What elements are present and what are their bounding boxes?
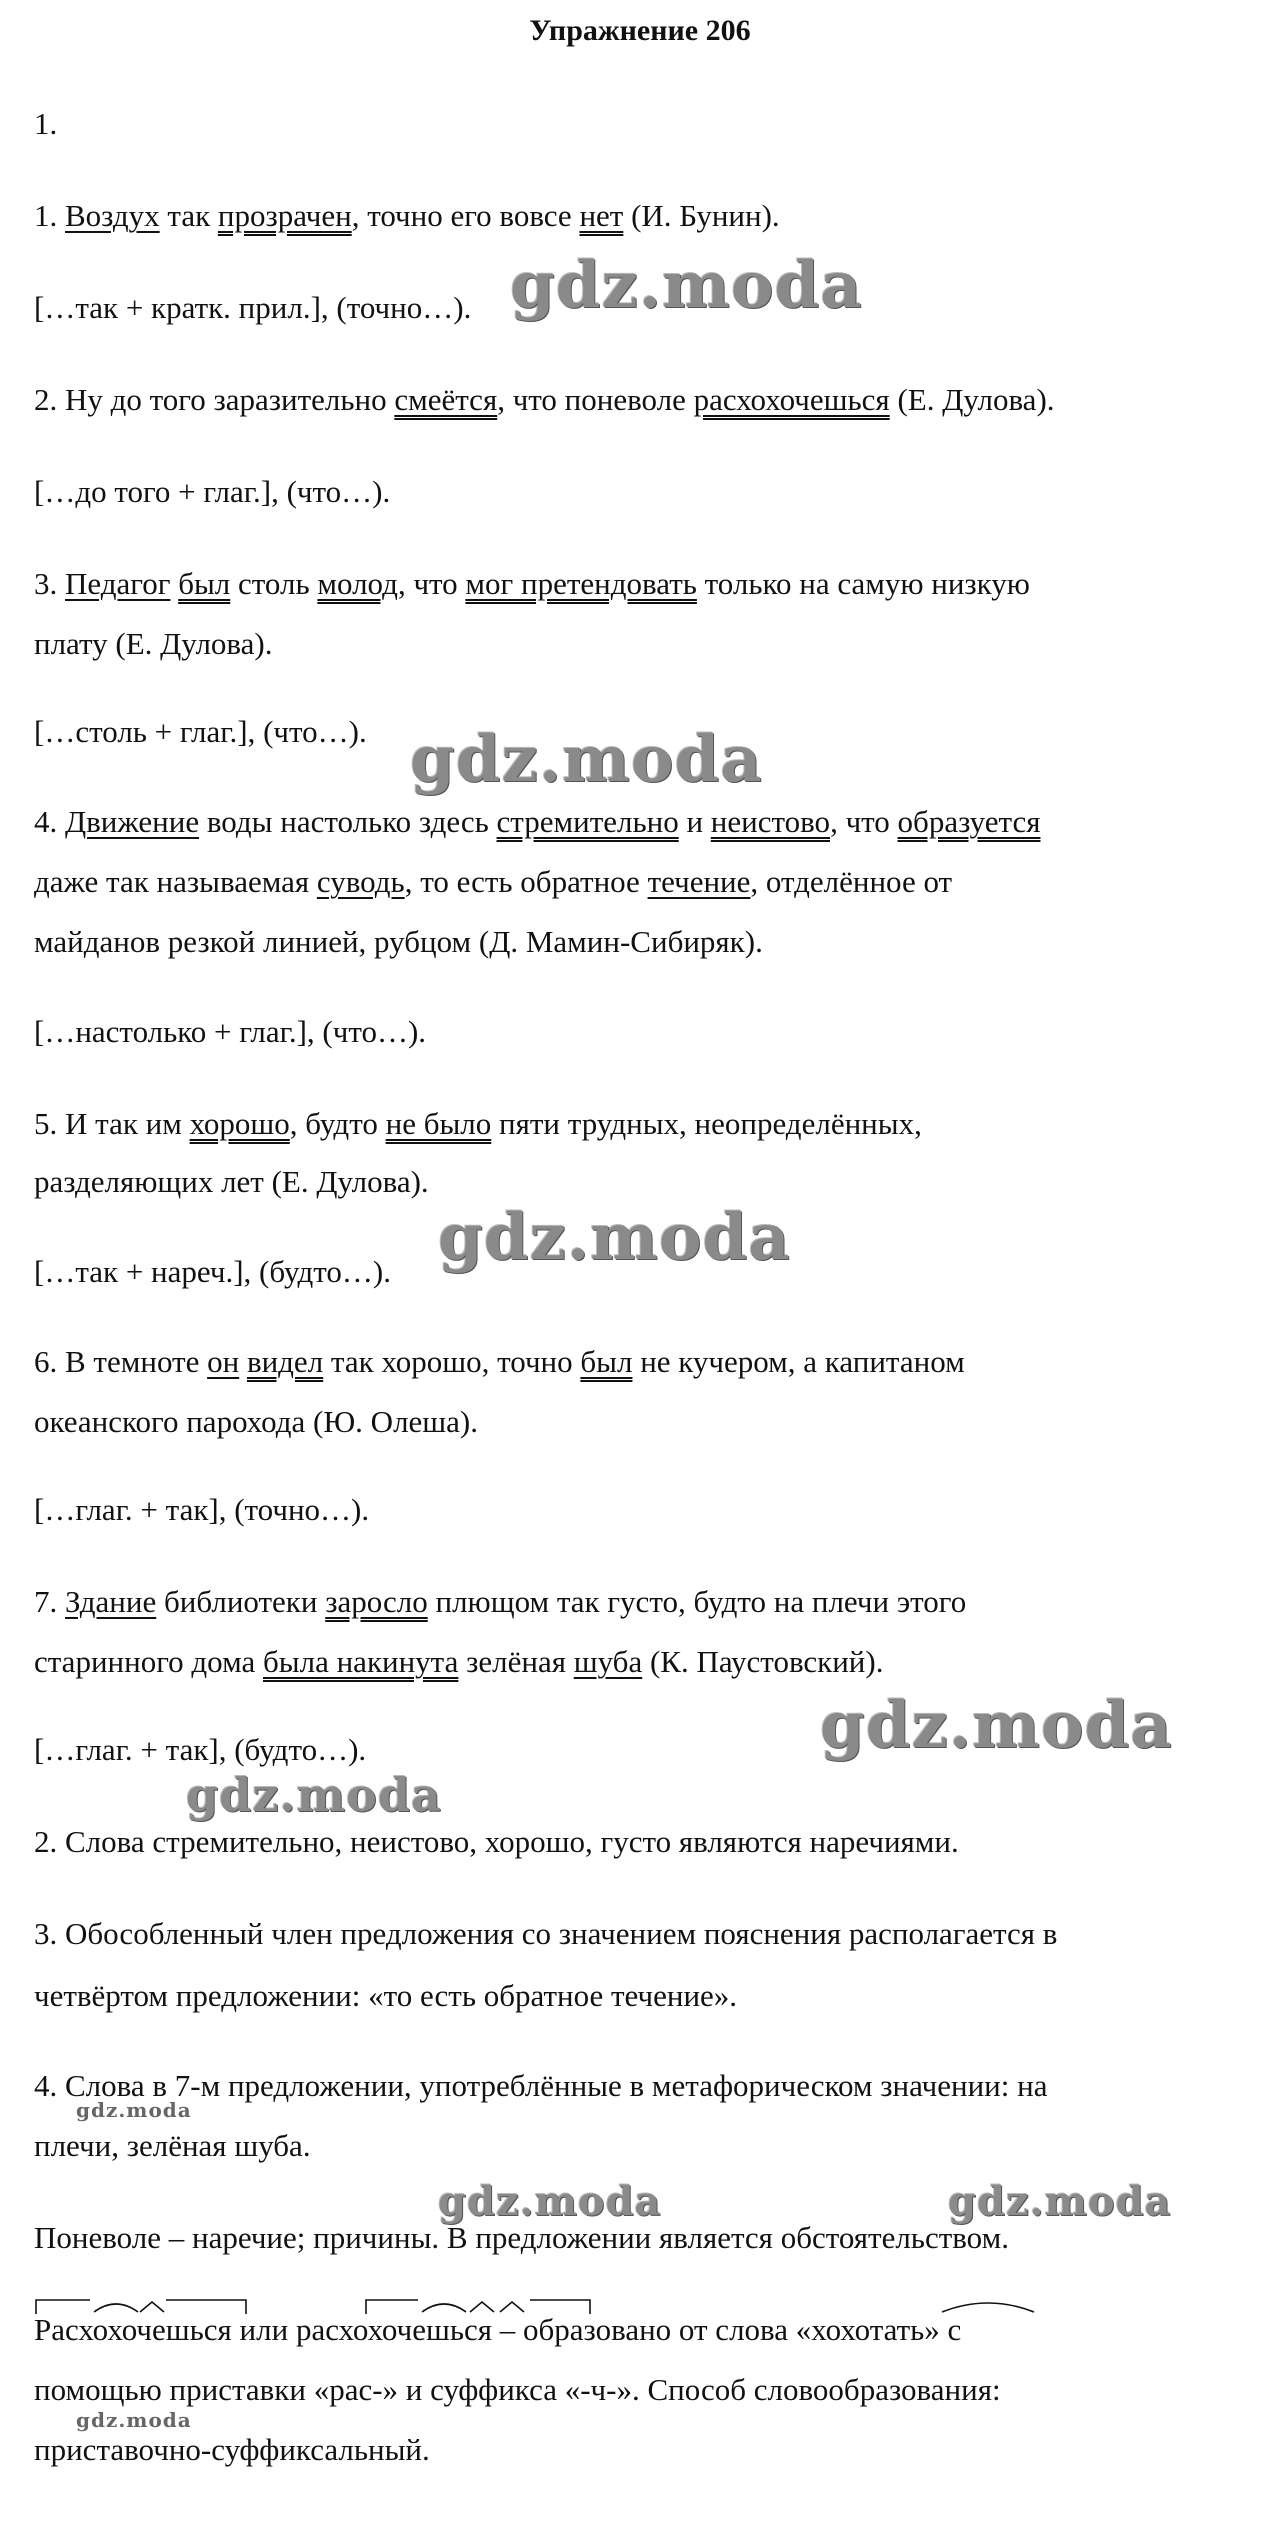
sentence-6-line-2: океанского парохода (Ю. Олеша). (34, 1404, 479, 1439)
predicate: нет (579, 198, 624, 233)
subject: течение (647, 864, 751, 899)
sentence-5 (34, 1104, 1254, 1144)
scheme-2: […до того + глаг.], (что…). (34, 474, 391, 509)
text: 1. (34, 198, 65, 233)
watermark: gdz.moda (438, 2178, 662, 2225)
sentence-4-line-2 (34, 862, 1254, 902)
text: (И. Бунин). (623, 198, 780, 233)
answer-2: 2. Слова стремительно, неистово, хорошо, густо являются наречиями. (34, 1824, 959, 1859)
text: так хорошо, точно (323, 1344, 581, 1379)
text: , то есть обратное (404, 864, 648, 899)
sentence-6 (34, 1342, 1254, 1382)
text: 4. (34, 804, 65, 839)
paragraph-ponevole: Поневоле – наречие; причины. В предложении является обстоятельством. (34, 2220, 1009, 2255)
paragraph-word-formation-line-3: приставочно-суффиксальный. (34, 2432, 430, 2467)
text: плющом так густо, будто на плечи этого (427, 1584, 967, 1619)
text: , что (830, 804, 898, 839)
watermark: gdz.moda (510, 248, 863, 323)
watermark: gdz.moda (438, 1200, 791, 1275)
predicate: был (178, 566, 231, 601)
predicate: расхохочешься (693, 382, 890, 417)
predicate: мог претендовать (465, 566, 697, 601)
subject: Здание (65, 1584, 157, 1619)
sentence-3 (34, 564, 1254, 604)
scheme-3: […столь + глаг.], (что…). (34, 714, 367, 749)
sentence-7 (34, 1582, 1254, 1622)
text: столь (230, 566, 318, 601)
text: , что (397, 566, 466, 601)
answer-4-line-1: 4. Слова в 7-м предложении, употреблённые в метафорическом значении: на (34, 2068, 1048, 2103)
watermark: gdz.moda (820, 1688, 1173, 1763)
text: библиотеки (156, 1584, 326, 1619)
predicate: заросло (325, 1584, 428, 1619)
section-number: 1. (34, 106, 58, 141)
text (239, 1344, 247, 1379)
sentence-2 (34, 380, 1254, 420)
predicate: не было (385, 1106, 492, 1141)
predicate: образуется (897, 804, 1041, 839)
predicate: молод (317, 566, 398, 601)
answer-3-line-2: четвёртом предложении: «то есть обратное течение». (34, 1978, 738, 2013)
watermark: gdz.moda (948, 2178, 1172, 2225)
paragraph-word-formation-line-2: помощью приставки «рас-» и суффикса «-ч-». Способ словообразования: (34, 2372, 1001, 2407)
answer-3-line-1: 3. Обособленный член предложения со значением пояснения располагается в (34, 1916, 1058, 1951)
text: и (678, 804, 711, 839)
predicate: видел (246, 1344, 324, 1379)
text: так (159, 198, 218, 233)
text: 7. (34, 1584, 65, 1619)
morpheme-marks (30, 2290, 1150, 2320)
sentence-4-line-3: майданов резкой линией, рубцом (Д. Мамин-Сибиряк). (34, 924, 763, 959)
predicate: был (580, 1344, 633, 1379)
page-title: Упражнение 206 (529, 14, 751, 47)
text: , что поневоле (497, 382, 694, 417)
text: 3. (34, 566, 65, 601)
predicate: смеётся (394, 382, 498, 417)
text: 2. Ну до того заразительно (34, 382, 395, 417)
subject: Воздух (65, 198, 160, 233)
text: (Е. Дулова). (889, 382, 1055, 417)
text: , будто (289, 1106, 386, 1141)
subject: шуба (573, 1644, 643, 1679)
predicate: прозрачен (217, 198, 352, 233)
predicate: хорошо (189, 1106, 290, 1141)
sentence-7-line-2 (34, 1642, 1254, 1682)
sentence-4 (34, 802, 1254, 842)
predicate: стремительно (496, 804, 679, 839)
watermark: gdz.moda (76, 2098, 192, 2122)
watermark: gdz.moda (76, 2408, 192, 2432)
scheme-4: […настолько + глаг.], (что…). (34, 1014, 427, 1049)
text: зелёная (458, 1644, 574, 1679)
sentence-1 (34, 196, 1254, 236)
text: только на самую низкую (696, 566, 1030, 601)
scheme-5: […так + нареч.], (будто…). (34, 1254, 391, 1289)
watermark: gdz.moda (186, 1768, 442, 1822)
watermark: gdz.moda (410, 722, 763, 797)
predicate: неистово (710, 804, 831, 839)
scheme-6: […глаг. + так], (точно…). (34, 1492, 370, 1527)
text: 5. И так им (34, 1106, 190, 1141)
text: не кучером, а капитаном (632, 1344, 965, 1379)
text: даже так называемая (34, 864, 317, 899)
sentence-5-line-2: разделяющих лет (Е. Дулова). (34, 1164, 429, 1199)
text: 6. В темноте (34, 1344, 208, 1379)
subject: суводь (316, 864, 405, 899)
sentence-3-line-2: плату (Е. Дулова). (34, 626, 273, 661)
text: старинного дома (34, 1644, 264, 1679)
text: , отделённое от (750, 864, 953, 899)
paragraph-word-formation-line-1: Расхохочешься или расхохочешься – образовано от слова «хохотать» с (34, 2312, 962, 2347)
answer-4-line-2: плечи, зелёная шуба. (34, 2128, 311, 2163)
text: , точно его вовсе (351, 198, 580, 233)
text: (К. Паустовский). (642, 1644, 884, 1679)
predicate: была накинута (263, 1644, 459, 1679)
text: воды настолько здесь (199, 804, 497, 839)
subject: он (207, 1344, 240, 1379)
text: пяти трудных, неопределённых, (491, 1106, 922, 1141)
scheme-1: […так + кратк. прил.], (точно…). (34, 290, 472, 325)
subject: Педагог (65, 566, 171, 601)
scheme-7: […глаг. + так], (будто…). (34, 1732, 367, 1767)
subject: Движение (65, 804, 200, 839)
